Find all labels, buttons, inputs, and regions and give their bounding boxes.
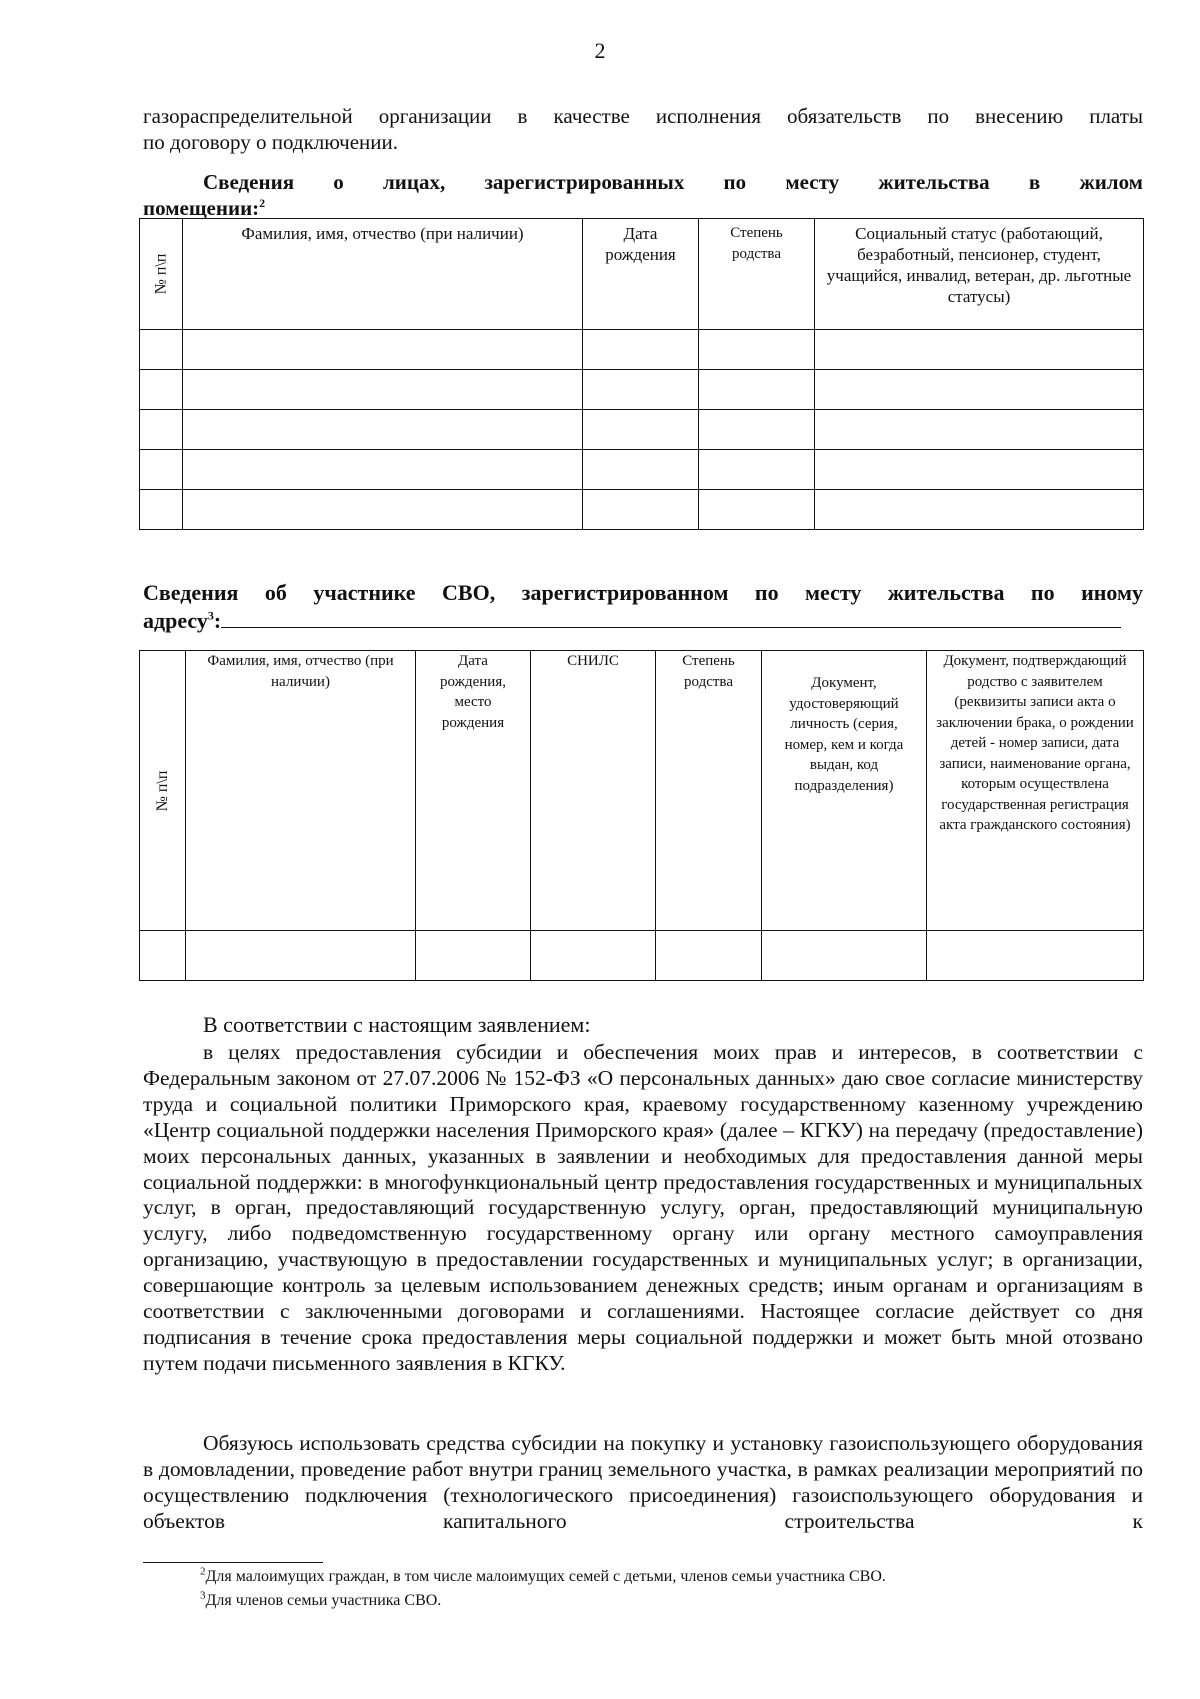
page-number: 2 [594, 38, 606, 63]
table1-header-row [140, 219, 1144, 330]
section2-heading-colon: : [213, 608, 222, 633]
table1-header-num: № п\п [140, 219, 183, 330]
residents-table [139, 218, 1144, 530]
table2-header-fio: Фамилия, имя, отчество (при наличии) [186, 651, 416, 931]
table-row [140, 410, 1144, 450]
footnote-separator [143, 1562, 323, 1563]
footnote-3-text: Для членов семьи участника СВО. [205, 1592, 442, 1609]
table2-header-kin-doc: Документ, подтверждающий родство с заявителем (реквизиты записи акта о заключении брака, о рождении детей - номер записи, дата записи, наименование органа, которым осуществлена государственная регистрация акта гражданского состояния) [927, 651, 1144, 931]
table-row [140, 490, 1144, 530]
table-row [140, 370, 1144, 410]
table2-header-id-doc: Документ, удостоверяющий личность (серия, номер, кем и когда выдан, код подразделения) [762, 651, 927, 931]
body-paragraph-3: Обязуюсь использовать средства субсидии на покупку и установку газоиспользующего оборудования в домовладении, проведение работ внутри границ земельного участка, в рамках реализации мероприятий по осуществлению подключения (технологического присоединения) газоиспользующего оборудования и объектов капитального строительства к [143, 1431, 1143, 1533]
section2-heading-line1: Сведения об участнике СВО, зарегистрированном по месту жительства по иному [143, 580, 1143, 605]
body-paragraph-2: в целях предоставления субсидии и обеспечения моих прав и интересов, в соответствии с Федеральным законом от 27.07.2006 № 152-ФЗ «О персональных данных» даю свое согласие министерству труда и социальной политики Приморского края, краевому государственному казенному учреждению «Центр социальной поддержки населения Приморского края» (далее – КГКУ) на передачу (предоставление) моих персональных данных, указанных в заявлении и необходимых для предоставления данной меры социальной поддержки: в многофункциональный центр предоставления государственных и муниципальных услуг, в орган, предоставляющий государственную услугу, орган, предоставляющий муниципальную услугу, либо подведомственную государственному органу или органу местного самоуправления организацию, участвующую в предоставлении государственных и муниципальных услуг; в организации, совершающие контроль за целевым использованием денежных средств; иным органам и организациям в соответствии с заключенными договорами и соглашениями. Настоящее согласие действует со дня подписания в течение срока предоставления меры социальной поддержки и может быть мной отозвано путем подачи письменного заявления в КГКУ. [143, 1040, 1143, 1375]
footnote-2 [200, 1566, 886, 1588]
footnote-3-mark: 3 [200, 1589, 206, 1602]
footnote-2-mark: 2 [200, 1565, 206, 1578]
table2-header-snils: СНИЛС [531, 651, 656, 931]
address-blank-line [221, 607, 1121, 628]
section1-heading-line1: Сведения о лицах, зарегистрированных по месту жительства в жилом [203, 170, 1143, 194]
table-row [140, 330, 1144, 370]
footnote-ref-3: 3 [207, 608, 214, 623]
footnote-3 [200, 1590, 441, 1612]
body-paragraph-1: В соответствии с настоящим заявлением: [203, 1012, 591, 1037]
table1-header-kinship: Степень родства [699, 219, 815, 330]
table2-header-num: № п\п [140, 651, 186, 931]
footnote-ref-2: 2 [259, 196, 266, 210]
section2-heading-text: адресу [143, 608, 208, 633]
footnote-2-text: Для малоимущих граждан, в том числе малоимущих семей с детьми, членов семьи участника СВО. [205, 1568, 886, 1585]
svo-participant-table [139, 650, 1144, 981]
table1-header-dob: Дата рождения [583, 219, 699, 330]
section1-heading-text: помещении: [143, 196, 260, 220]
table-row [140, 450, 1144, 490]
intro-line-1: газораспределительной организации в качестве исполнения обязательств по внесению платы [143, 104, 1143, 128]
table2-header-dob: Дата рождения, место рождения [416, 651, 531, 931]
table1-header-fio: Фамилия, имя, отчество (при наличии) [183, 219, 583, 330]
table2-header-kinship: Степень родства [656, 651, 762, 931]
table2-header-row [140, 651, 1144, 931]
table-row [140, 931, 1144, 981]
section2-heading-line2 [143, 607, 1143, 634]
intro-line-2: по договору о подключении. [143, 130, 398, 154]
table1-header-status: Социальный статус (работающий, безработный, пенсионер, студент, учащийся, инвалид, ветеран, др. льготные статусы) [815, 219, 1144, 330]
